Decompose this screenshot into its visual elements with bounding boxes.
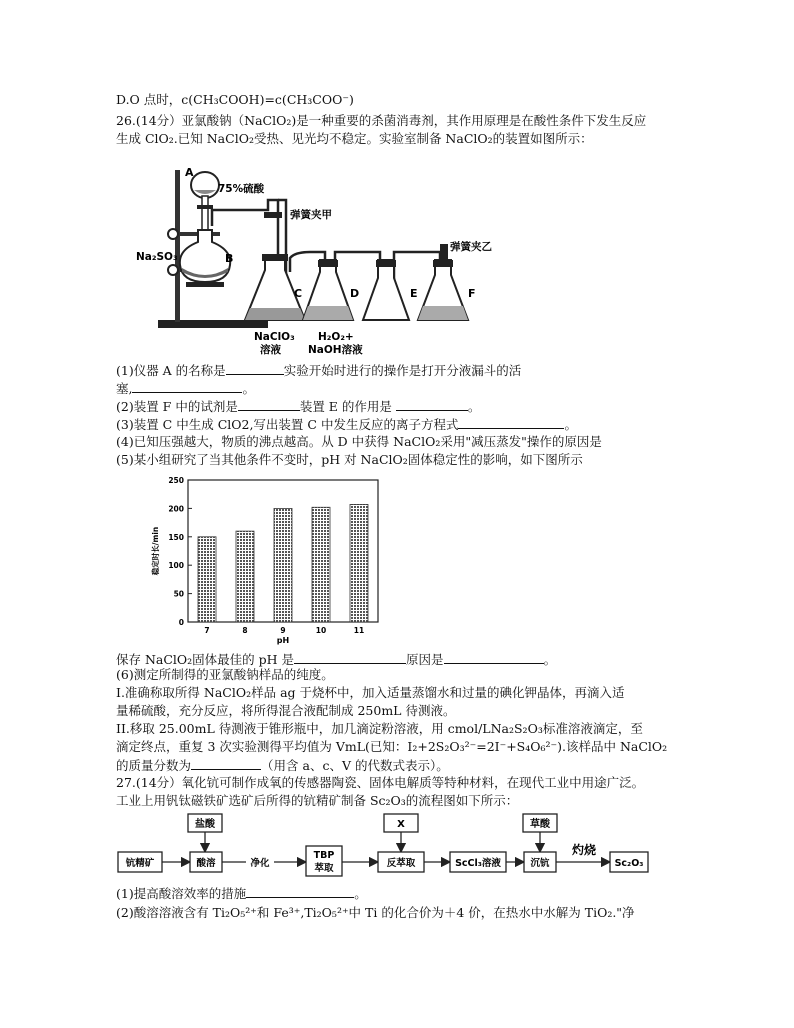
x-tick-label: 7 <box>204 626 210 635</box>
question-26-intro: 生成 ClO₂.已知 NaClO₂受热、见光均不稳定。实验室制备 NaClO₂的装置如图所示： <box>116 131 593 146</box>
question-26-header: 26.(14分）亚氯酸钠（NaClO₂)是一种重要的杀菌消毒剂，其作用原理是在酸性条件下发生反应 <box>116 113 647 128</box>
process-flowchart <box>116 812 676 880</box>
y-tick-label: 0 <box>178 618 184 627</box>
reagent-x: X <box>397 819 405 830</box>
y-tick-label: 250 <box>168 476 184 485</box>
ph-stability-chart <box>150 470 390 645</box>
bar-ph-11 <box>350 504 368 622</box>
x-tick-label: 10 <box>315 626 327 635</box>
clip-a-shape <box>264 212 282 218</box>
flask-e <box>363 260 409 320</box>
question-27-2: (2)酸溶溶液含有 Ti₂O₅²⁺和 Fe³⁺,Ti₂O₅²⁺中 Ti 的化合价为＋4 价，在热水中水解为 TiO₂."净 <box>116 905 635 920</box>
step-2-line-2: 滴定终点，重复 3 次实验测得平均值为 VmL(已知：I₂+2S₂O₃²⁻=2I⁻+S₄O₆²⁻).该样品中 NaClO₂ <box>116 739 668 754</box>
y-tick-label: 50 <box>173 589 184 599</box>
y-tick-label: 200 <box>168 504 184 514</box>
label-f: F <box>468 287 476 300</box>
label-e: E <box>410 287 418 300</box>
label-d: D <box>350 287 360 300</box>
y-tick-label: 100 <box>168 561 184 571</box>
reagent-oxalic: 草酸 <box>530 819 550 830</box>
step-calcine: 灼烧 <box>571 843 597 857</box>
step-1-line-2: 量稀硫酸，充分反应，将所得混合液配制成 250mL 待测液。 <box>116 703 456 718</box>
step-purify: 净化 <box>250 858 270 869</box>
question-1-cont: 塞, 。 <box>116 381 255 396</box>
question-3: (3)装置 C 中生成 ClO2,写出装置 C 中发生反应的离子方程式 。 <box>116 417 577 432</box>
label-na2so3: Na₂SO₃ <box>136 251 178 263</box>
step-acid-dissolve: 酸溶 <box>196 858 216 869</box>
step-tbp-2: 萃取 <box>314 863 334 874</box>
label-d-solution-2: NaOH溶液 <box>308 344 363 356</box>
question-4: (4)已知压强越大，物质的沸点越高。从 D 中获得 NaClO₂采用"减压蒸发"操作的原因是 <box>116 434 602 449</box>
option-d-line: D.O 点时，c(CH₃COOH)=c(CH₃COO⁻) <box>116 92 354 107</box>
stand-rod <box>175 170 180 322</box>
x-axis-label: pH <box>276 636 290 645</box>
question-5: (5)某小组研究了当其他条件不变时，pH 对 NaClO₂固体稳定性的影响，如下图所示 <box>116 452 583 467</box>
step-back-extract: 反萃取 <box>386 858 416 869</box>
step-sccl3: ScCl₃溶液 <box>455 858 501 869</box>
label-b: B <box>225 252 234 265</box>
question-2: (2)装置 F 中的试剂是 装置 E 的作用是 。 <box>116 399 481 414</box>
y-axis-label: 稳定时长/min <box>151 526 160 576</box>
clip-b-shape <box>440 244 448 260</box>
label-c-solution-2: 溶液 <box>260 344 281 356</box>
y-tick-label: 150 <box>168 532 184 542</box>
bar-ph-10 <box>312 507 330 622</box>
bar-ph-9 <box>274 508 292 622</box>
chart-plot-area <box>150 476 378 645</box>
step-ore: 钪精矿 <box>125 858 155 869</box>
question-6: (6)测定所制得的亚氯酸钠样品的纯度。 <box>116 667 334 682</box>
step-product: Sc₂O₃ <box>614 858 644 869</box>
label-clip-b: 弹簧夹乙 <box>450 241 492 253</box>
question-27-header: 27.(14分）氧化钪可制作成氧的传感器陶瓷、固体电解质等特种材料，在现代工业中用途广泛。 <box>116 775 645 790</box>
question-5-answer: 保存 NaClO₂固体最佳的 pH 是 原因是 。 <box>116 652 557 667</box>
reagent-hcl: 盐酸 <box>195 819 215 830</box>
question-27-intro: 工业上用钒钛磁铁矿选矿后所得的钪精矿制备 Sc₂O₃的流程图如下所示： <box>116 793 519 808</box>
label-acid: 75%硫酸 <box>218 183 265 195</box>
step-1-line-1: I.准确称取所得 NaClO₂样品 ag 于烧杯中，加入适量蒸馏水和过量的碘化钾晶体，再滴入适 <box>116 685 625 700</box>
label-d-solution-1: H₂O₂+ <box>318 331 354 343</box>
apparatus-diagram <box>136 160 525 360</box>
label-c-solution-1: NaClO₃ <box>254 331 295 343</box>
x-tick-label: 11 <box>353 626 365 635</box>
x-tick-label: 8 <box>242 626 248 635</box>
bar-ph-7 <box>198 537 216 622</box>
label-a: A <box>185 166 194 179</box>
label-c: C <box>294 287 303 300</box>
step-2-line-1: II.移取 25.00mL 待测液于锥形瓶中，加几滴淀粉溶液，用 cmol/LNa₂S₂O₃标准溶液滴定，至 <box>116 721 643 736</box>
step-tbp-1: TBP <box>313 850 335 861</box>
step-precipitate: 沉钪 <box>530 858 550 869</box>
label-clip-a: 弹簧夹甲 <box>290 209 332 221</box>
x-tick-label: 9 <box>280 626 286 635</box>
question-1: (1)仪器 A 的名称是 实验开始时进行的操作是打开分液漏斗的活 <box>116 363 522 378</box>
stand-base <box>158 320 268 328</box>
bar-ph-8 <box>236 531 254 622</box>
question-27-1: (1)提高酸溶效率的措施 。 <box>116 886 367 901</box>
separatory-funnel <box>191 172 219 198</box>
step-2-line-3: 的质量分数为 （用含 a、c、V 的代数式表示）。 <box>116 758 449 773</box>
